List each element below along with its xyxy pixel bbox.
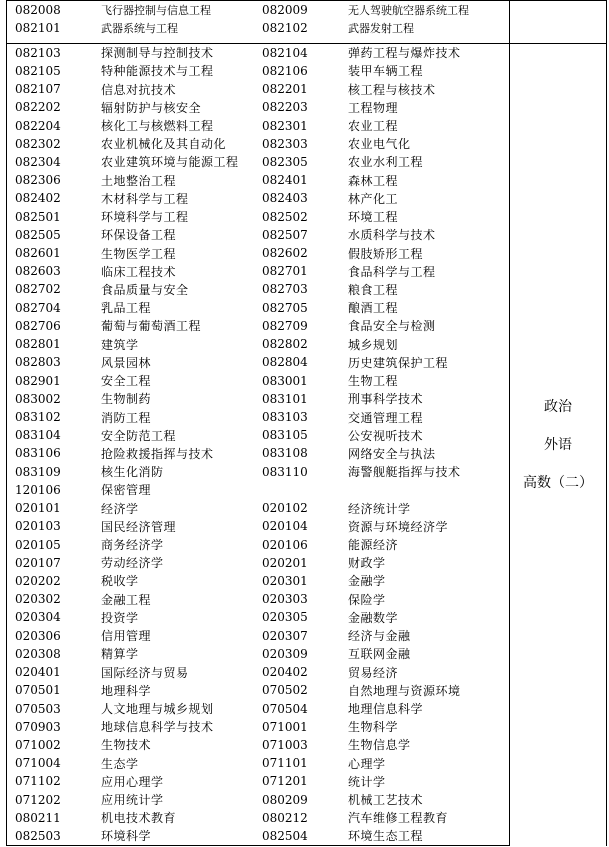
major-code: 020304 — [7, 608, 102, 626]
major-code: 082507 — [262, 227, 308, 242]
major-name: 税收学 — [101, 574, 139, 589]
major-name: 假肢矫形工程 — [348, 244, 510, 262]
major-name: 森林工程 — [348, 171, 510, 189]
major-name: 抢险救援指挥与技术 — [101, 446, 214, 461]
major-code: 082701 — [262, 264, 308, 279]
major-name: 环境科学与工程 — [101, 210, 189, 225]
major-code: 082709 — [262, 318, 308, 333]
major-name: 无人驾驶航空器系统工程 — [348, 1, 510, 19]
major-code: 120106 — [7, 481, 102, 499]
exam-subject: 高数（二） — [523, 474, 593, 491]
major-code: 082804 — [262, 355, 308, 370]
major-code: 020306 — [7, 627, 102, 645]
major-name: 核生化消防 — [101, 465, 164, 480]
major-name: 食品科学与工程 — [348, 262, 510, 280]
major-code: 020202 — [7, 572, 102, 590]
major-code: 020104 — [262, 519, 308, 534]
major-name: 商务经济学 — [101, 538, 164, 553]
major-code: 083105 — [262, 428, 308, 443]
major-code: 071202 — [7, 790, 102, 808]
major-code: 082203 — [262, 100, 308, 115]
major-name: 统计学 — [348, 772, 510, 790]
major-code: 080211 — [7, 809, 102, 827]
major-name: 生物信息学 — [348, 736, 510, 754]
major-code: 071004 — [7, 754, 102, 772]
major-name: 乳品工程 — [101, 301, 152, 316]
major-code: 020402 — [262, 665, 308, 680]
major-code: 082305 — [262, 154, 308, 169]
major-name: 财政学 — [348, 554, 510, 572]
major-code — [262, 481, 348, 499]
major-code: 082505 — [7, 226, 102, 244]
major-code: 082504 — [262, 827, 348, 846]
major-code: 082703 — [262, 282, 308, 297]
major-name: 网络安全与执法 — [348, 444, 510, 462]
major-name: 风景园林 — [101, 355, 152, 370]
major-name: 核化工与核燃料工程 — [101, 119, 214, 133]
major-name: 信息对抗技术 — [101, 82, 177, 97]
major-name: 临床工程技术 — [101, 264, 177, 279]
major-name: 农业工程 — [348, 116, 510, 134]
table-row — [7, 1, 607, 19]
major-name: 地理信息科学 — [348, 699, 510, 717]
major-name: 人文地理与城乡规划 — [101, 702, 214, 716]
major-name: 机电技术教育 — [101, 811, 177, 826]
exam-subject: 政治 — [544, 398, 572, 415]
major-name: 环保设备工程 — [101, 228, 177, 243]
major-code: 082602 — [262, 246, 308, 261]
major-name: 木材科学与工程 — [101, 191, 189, 206]
major-name: 经济与金融 — [348, 627, 510, 645]
major-name: 生物工程 — [348, 371, 510, 389]
major-code: 082706 — [7, 317, 102, 335]
major-name: 飞行器控制与信息工程 — [101, 1, 262, 19]
major-name: 建筑学 — [101, 337, 139, 352]
major-name: 劳动经济学 — [101, 556, 164, 571]
major-code: 082702 — [7, 280, 102, 298]
major-code: 071003 — [262, 737, 308, 752]
major-name: 安全防范工程 — [101, 428, 177, 443]
major-name: 工程物理 — [348, 98, 510, 116]
major-name: 生物科学 — [348, 718, 510, 736]
major-name: 能源经济 — [348, 535, 510, 553]
major-code: 082102 — [262, 20, 308, 35]
major-name: 农业建筑环境与能源工程 — [101, 155, 239, 170]
major-name: 环境生态工程 — [348, 827, 510, 846]
major-name: 装甲车辆工程 — [348, 62, 510, 80]
major-code: 082503 — [7, 827, 102, 846]
exam-subject-cell-empty — [510, 1, 607, 37]
major-name: 经济学 — [101, 501, 139, 516]
major-code: 020307 — [262, 628, 308, 643]
major-code: 083104 — [7, 426, 102, 444]
major-code: 082107 — [7, 80, 102, 98]
major-name: 心理学 — [348, 754, 510, 772]
major-code: 083103 — [262, 410, 308, 424]
major-code: 082204 — [7, 116, 102, 134]
major-code: 082009 — [262, 1, 348, 19]
major-code: 082008 — [7, 1, 102, 19]
major-name: 资源与环境经济学 — [348, 517, 510, 535]
major-code: 082802 — [262, 337, 308, 352]
major-name: 地理科学 — [101, 683, 152, 698]
major-name: 保险学 — [348, 590, 510, 608]
major-name: 金融工程 — [101, 592, 152, 607]
major-code: 083108 — [262, 446, 308, 461]
major-code: 082304 — [7, 153, 102, 171]
major-code: 082301 — [262, 118, 308, 133]
major-name: 国民经济管理 — [101, 519, 177, 534]
major-code: 082601 — [7, 244, 102, 262]
major-code: 083110 — [262, 464, 308, 479]
major-name: 食品质量与安全 — [101, 282, 189, 297]
major-code: 082201 — [262, 82, 308, 97]
major-name: 消防工程 — [101, 410, 152, 425]
major-name: 互联网金融 — [348, 645, 510, 663]
major-code: 082803 — [7, 353, 102, 371]
major-code: 020107 — [7, 554, 102, 572]
major-name: 机械工艺技术 — [348, 790, 510, 808]
table-row — [7, 44, 607, 62]
major-code: 082502 — [262, 209, 308, 224]
major-name: 生物技术 — [101, 738, 152, 753]
major-code: 020302 — [7, 590, 102, 608]
major-code: 020303 — [262, 592, 308, 607]
major-name: 刑事科学技术 — [348, 390, 510, 408]
major-name: 葡萄与葡萄酒工程 — [101, 319, 202, 334]
major-name: 自然地理与资源环境 — [348, 681, 510, 699]
major-name: 农业机械化及其自动化 — [101, 137, 227, 152]
major-name: 城乡规划 — [348, 335, 510, 353]
major-name: 辐射防护与核安全 — [101, 100, 202, 115]
major-code: 020106 — [262, 537, 308, 552]
major-name: 投资学 — [101, 610, 139, 625]
major-name: 精算学 — [101, 647, 139, 662]
major-name: 武器系统与工程 — [101, 21, 178, 35]
major-code: 082401 — [262, 173, 308, 188]
major-name: 国际经济与贸易 — [101, 665, 189, 680]
major-code: 082104 — [262, 44, 348, 62]
major-name: 武器发射工程 — [348, 19, 510, 37]
major-code: 070502 — [262, 683, 308, 698]
major-name: 信用管理 — [101, 629, 152, 644]
major-code: 071002 — [7, 736, 102, 754]
major-name: 交通管理工程 — [348, 408, 510, 426]
major-name: 林产化工 — [348, 189, 510, 207]
exam-subjects — [510, 44, 607, 846]
major-name: 环境科学 — [101, 827, 262, 846]
major-code: 082501 — [7, 207, 102, 225]
major-code: 083109 — [7, 463, 102, 481]
major-name: 保密管理 — [101, 483, 152, 498]
major-code: 082302 — [7, 135, 102, 153]
major-code: 083102 — [7, 408, 102, 426]
major-name: 历史建筑保护工程 — [348, 353, 510, 371]
major-code: 020308 — [7, 645, 102, 663]
major-code: 083101 — [262, 391, 308, 406]
major-name: 应用统计学 — [101, 793, 164, 808]
major-code: 082603 — [7, 262, 102, 280]
major-code: 082101 — [7, 19, 102, 37]
major-name: 贸易经济 — [348, 663, 510, 681]
major-code: 071201 — [262, 774, 308, 789]
major-code: 020309 — [262, 646, 308, 661]
major-code: 020103 — [7, 517, 102, 535]
major-code: 083001 — [262, 373, 308, 388]
major-code: 080209 — [262, 792, 308, 807]
major-code: 020401 — [7, 663, 102, 681]
major-code: 082705 — [262, 300, 308, 315]
major-name: 环境工程 — [348, 207, 510, 225]
major-code: 082403 — [262, 191, 308, 206]
major-code: 082704 — [7, 299, 102, 317]
major-code: 020105 — [7, 535, 102, 553]
major-code: 082901 — [7, 371, 102, 389]
major-name: 金融学 — [348, 572, 510, 590]
major-code: 071102 — [7, 772, 102, 790]
major-code: 020101 — [7, 499, 102, 517]
major-code: 082106 — [262, 63, 308, 78]
major-name: 汽车维修工程教育 — [348, 809, 510, 827]
major-name: 生态学 — [101, 756, 139, 771]
major-name: 粮食工程 — [348, 280, 510, 298]
major-name: 弹药工程与爆炸技术 — [348, 44, 510, 62]
major-code: 082402 — [7, 189, 102, 207]
major-code: 071001 — [262, 719, 308, 734]
major-name: 水质科学与技术 — [348, 226, 510, 244]
major-name: 地球信息科学与技术 — [101, 720, 214, 735]
major-name: 安全工程 — [101, 374, 152, 389]
major-name: 农业电气化 — [348, 135, 510, 153]
major-code: 082801 — [7, 335, 102, 353]
major-code: 070504 — [262, 701, 308, 716]
major-name: 公安视听技术 — [348, 426, 510, 444]
major-name: 生物医学工程 — [101, 246, 177, 261]
major-name: 海警舰艇指挥与技术 — [348, 463, 510, 481]
major-code: 020301 — [262, 573, 308, 588]
major-code: 082202 — [7, 98, 102, 116]
major-name — [348, 481, 510, 499]
major-code: 083106 — [7, 444, 102, 462]
exam-subject: 外语 — [544, 436, 572, 453]
major-code: 020102 — [262, 501, 308, 516]
major-name: 经济统计学 — [348, 499, 510, 517]
major-code: 070503 — [7, 699, 102, 717]
major-code: 070903 — [7, 718, 102, 736]
major-code: 083002 — [7, 390, 102, 408]
major-name: 应用心理学 — [101, 774, 164, 789]
major-name: 特种能源技术与工程 — [101, 64, 214, 79]
major-code-table — [6, 0, 607, 846]
major-name: 酿酒工程 — [348, 299, 510, 317]
major-name: 生物制药 — [101, 392, 152, 407]
major-code: 080212 — [262, 810, 308, 825]
major-code: 020201 — [262, 555, 308, 570]
major-name: 农业水利工程 — [348, 153, 510, 171]
major-code: 082303 — [262, 136, 308, 151]
major-code: 082103 — [7, 44, 102, 62]
major-code: 020305 — [262, 610, 308, 625]
major-code: 070501 — [7, 681, 102, 699]
major-name: 土地整治工程 — [101, 173, 177, 188]
major-name: 金融数学 — [348, 608, 510, 626]
block-spacer — [7, 37, 607, 44]
major-name: 探测制导与控制技术 — [101, 44, 262, 62]
major-name: 食品安全与检测 — [348, 317, 510, 335]
major-code: 082306 — [7, 171, 102, 189]
major-name: 核工程与核技术 — [348, 80, 510, 98]
major-code: 071101 — [262, 756, 308, 771]
major-code: 082105 — [7, 62, 102, 80]
